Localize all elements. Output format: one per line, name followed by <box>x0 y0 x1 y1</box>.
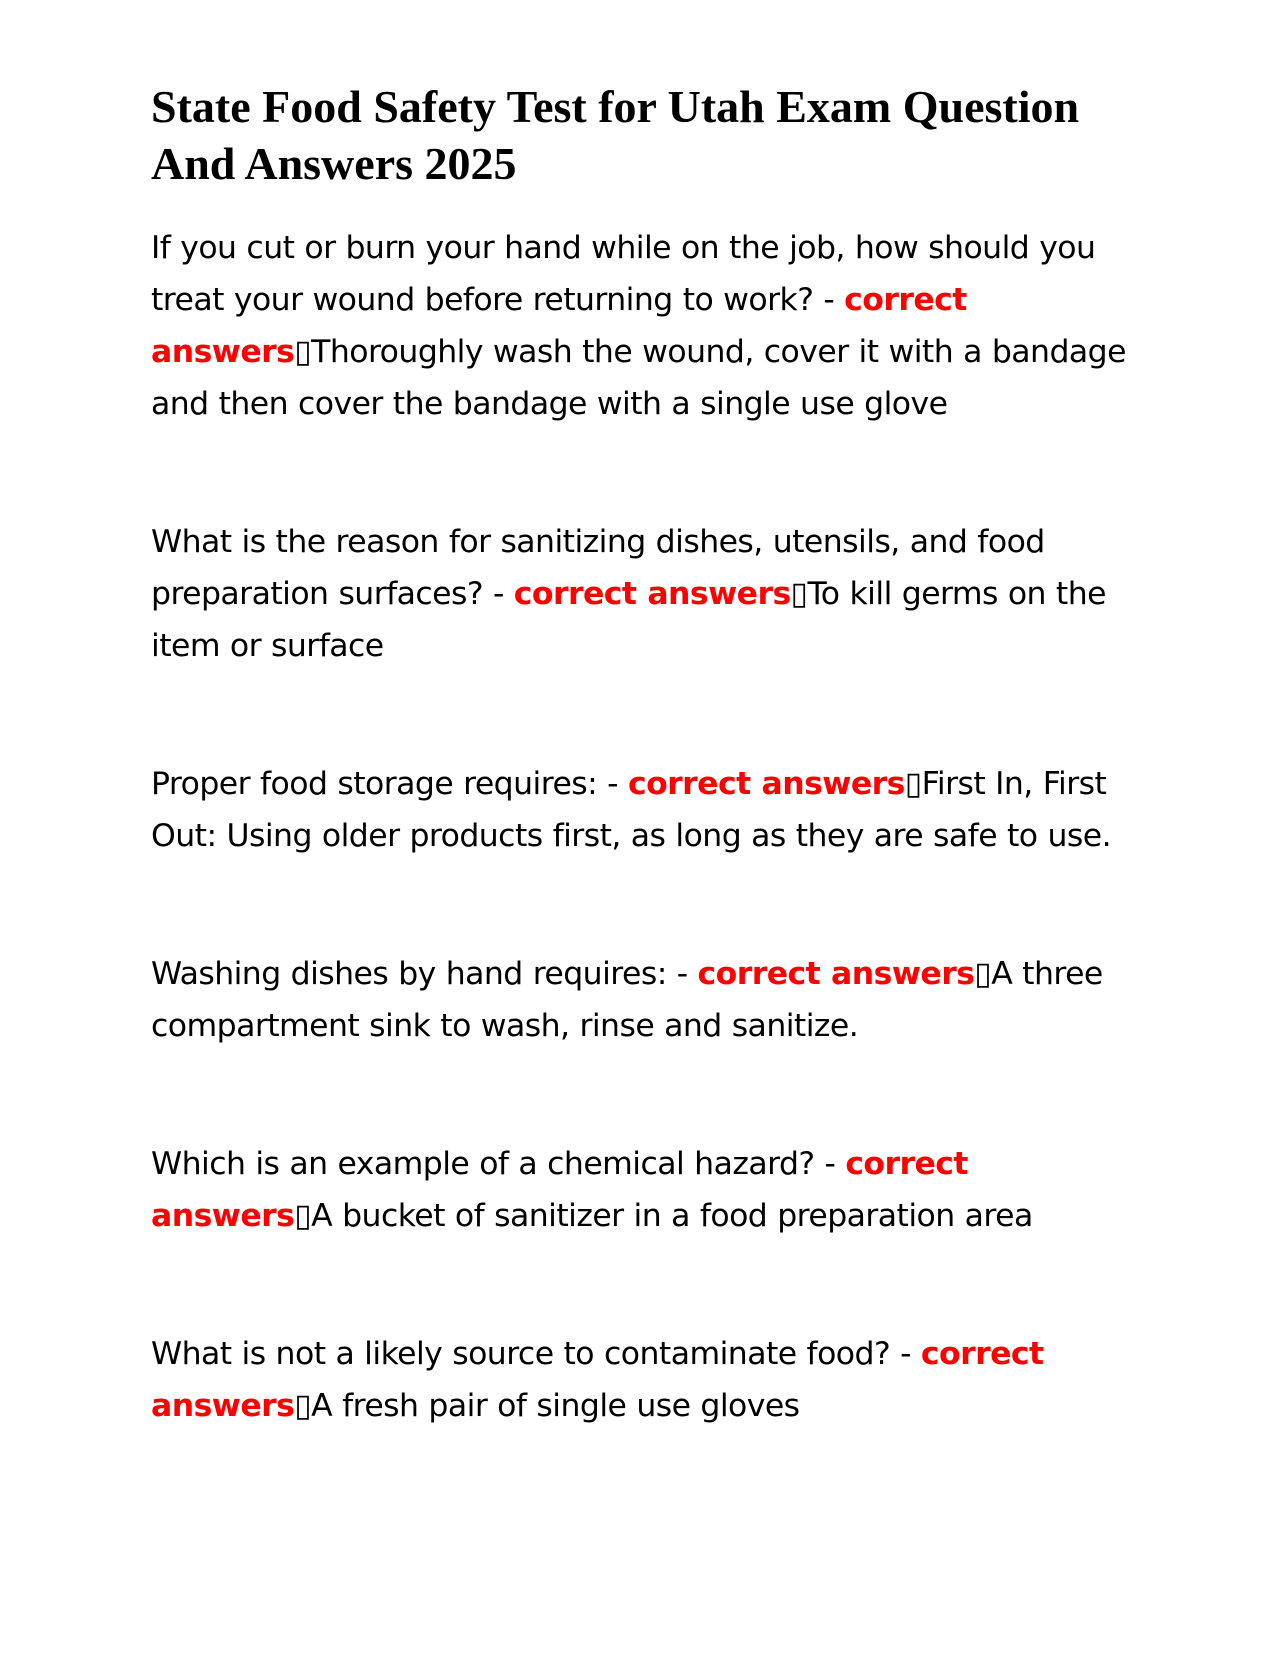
answer-marker-icon: ▯ <box>974 956 992 992</box>
separator: - <box>813 282 845 318</box>
answer-marker-icon: ▯ <box>790 576 808 612</box>
answer-text: A bucket of sanitizer in a food preparation area <box>311 1198 1033 1234</box>
correct-answers-label: correct answers <box>151 1336 1044 1424</box>
qa-item <box>151 758 1141 862</box>
qa-item <box>151 948 1141 1052</box>
question-text: Which is an example of a chemical hazard? <box>151 1146 815 1182</box>
separator: - <box>814 1146 846 1182</box>
qa-item <box>151 516 1141 672</box>
qa-item <box>151 1138 1141 1242</box>
separator: - <box>666 956 698 992</box>
correct-answers-label: correct answers <box>513 576 791 612</box>
correct-answers-label: correct answers <box>697 956 975 992</box>
question-text: What is not a likely source to contaminate food? <box>151 1336 891 1372</box>
answer-marker-icon: ▯ <box>294 1198 312 1234</box>
document-page <box>151 78 1141 1518</box>
qa-item <box>151 1328 1141 1432</box>
question-text: If you cut or burn your hand while on the job, how should you treat your wound before returning to work? <box>151 230 1096 318</box>
answer-text: First In, First Out: Using older products first, as long as they are safe to use. <box>151 766 1112 854</box>
answer-text: A three compartment sink to wash, rinse and sanitize. <box>151 956 1103 1044</box>
correct-answers-label: correct answers <box>151 1146 968 1234</box>
question-text: What is the reason for sanitizing dishes, utensils, and food preparation surfaces? <box>151 524 1045 612</box>
question-text: Washing dishes by hand requires: <box>151 956 667 992</box>
correct-answers-label: correct answers <box>627 766 905 802</box>
answer-text: Thoroughly wash the wound, cover it with a bandage and then cover the bandage with a single use glove <box>151 334 1126 422</box>
separator: - <box>890 1336 921 1372</box>
separator: - <box>597 766 628 802</box>
answer-marker-icon: ▯ <box>294 1388 312 1424</box>
document-title: State Food Safety Test for Utah Exam Question And Answers 2025 <box>151 81 1080 189</box>
qa-item <box>151 222 1141 430</box>
answer-marker-icon: ▯ <box>294 334 312 370</box>
answer-marker-icon: ▯ <box>904 766 922 802</box>
separator: - <box>483 576 514 612</box>
correct-answers-label: correct answers <box>151 282 967 370</box>
answer-text: To kill germs on the item or surface <box>151 576 1106 664</box>
question-text: Proper food storage requires: <box>151 766 598 802</box>
answer-text: A fresh pair of single use gloves <box>311 1388 800 1424</box>
